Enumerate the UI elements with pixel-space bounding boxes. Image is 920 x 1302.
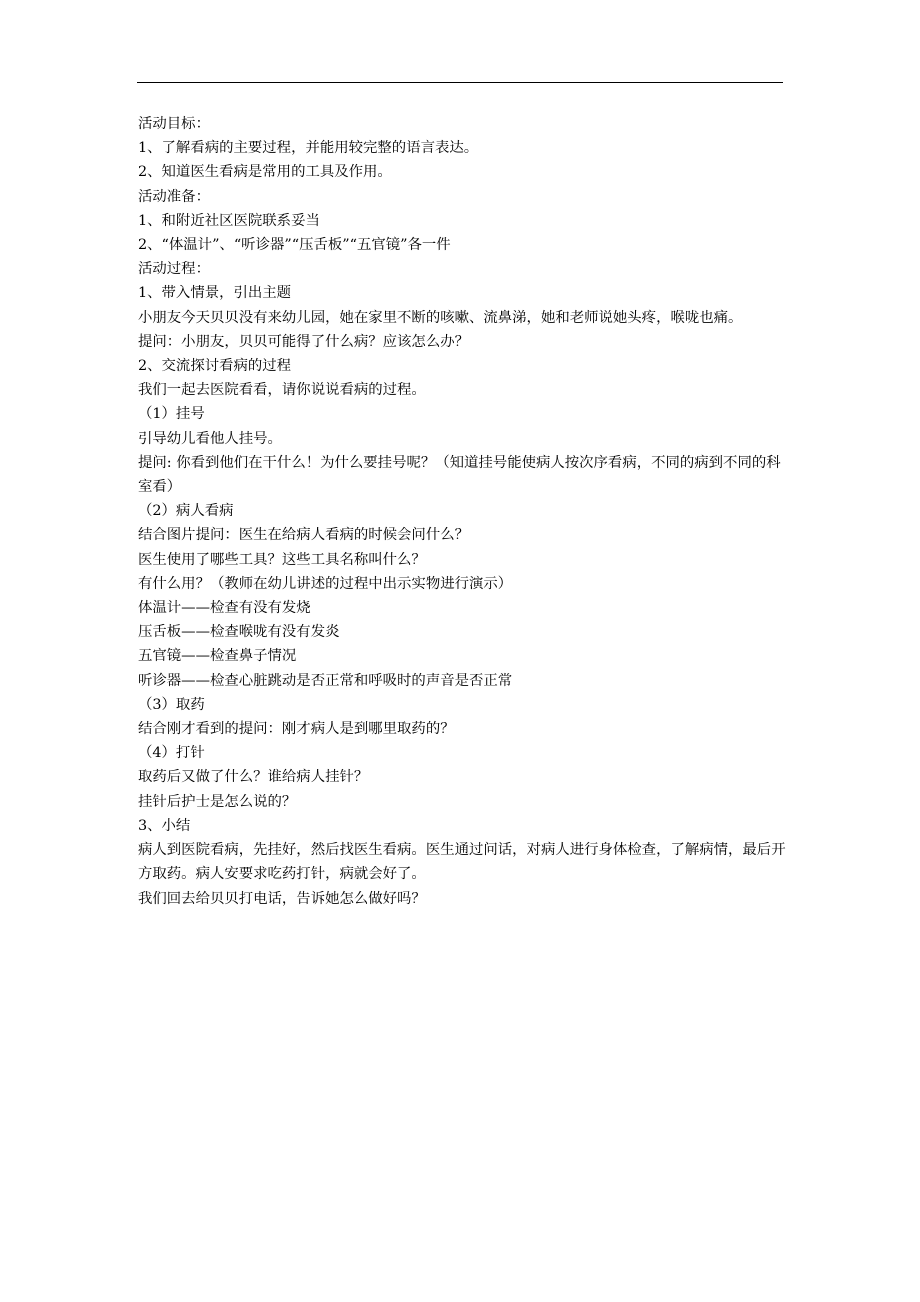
paragraph-injection-question: 取药后又做了什么？谁给病人挂针？ [138,769,369,786]
tool-thermometer: 体温计——检查有没有发烧 [138,600,311,617]
preparation-item-1: 1、和附近社区医院联系妥当 [138,212,320,229]
header-rule [137,82,783,83]
process-step-1-heading: 1、带入情景，引出主题 [138,285,292,302]
document-body [138,112,788,911]
goal-item-1: 1、了解看病的主要过程，并能用较完整的语言表达。 [138,140,479,157]
section-heading-process: 活动过程： [138,261,210,278]
paragraph-closing: 我们回去给贝贝打电话，告诉她怎么做好吗？ [138,890,426,907]
tool-tongue-depressor: 压舌板——检查喉咙有没有发炎 [138,624,340,641]
process-step-3-heading: 3、小结 [138,817,191,834]
paragraph-tools-demo: 有什么用？（教师在幼儿讲述的过程中出示实物进行演示） [138,575,513,592]
paragraph-nurse-question: 挂针后护士是怎么说的？ [138,793,297,810]
substep-consultation: （2）病人看病 [138,503,234,520]
goal-item-2: 2、知道医生看病是常用的工具及作用。 [138,164,392,181]
paragraph-registration-guide: 引导幼儿看他人挂号。 [138,430,282,447]
paragraph-scenario: 小朋友今天贝贝没有来幼儿园，她在家里不断的咳嗽、流鼻涕，她和老师说她头疼，喉咙也痛。 [138,309,743,326]
paragraph-consultation-question: 结合图片提问：医生在给病人看病的时候会问什么？ [138,527,469,544]
paragraph-pharmacy-question: 结合刚才看到的提问：刚才病人是到哪里取药的？ [138,721,455,738]
paragraph-registration-question: 提问: 你看到他们在干什么！为什么要挂号呢？（知道挂号能使病人按次序看病，不同的病到不同的科室看） [138,454,781,496]
process-step-2-heading: 2、交流探讨看病的过程 [138,358,292,375]
substep-injection: （4）打针 [138,745,205,762]
substep-registration: （1）挂号 [138,406,205,423]
paragraph-visit-intro: 我们一起去医院看看，请你说说看病的过程。 [138,382,426,399]
tool-otoscope: 五官镜——检查鼻子情况 [138,648,297,665]
paragraph-tools-question: 医生使用了哪些工具？这些工具名称叫什么？ [138,551,426,568]
tool-stethoscope: 听诊器——检查心脏跳动是否正常和呼吸时的声音是否正常 [138,672,513,689]
section-heading-preparation: 活动准备： [138,188,210,205]
preparation-item-2: 2、“体温计”、“听诊器”“压舌板”“五官镜”各一件 [138,237,451,254]
section-heading-goals: 活动目标： [138,116,210,132]
paragraph-summary: 病人到医院看病，先挂好，然后找医生看病。医生通过问话，对病人进行身体检查，了解病情，最后开方取药。病人安要求吃药打针，病就会好了。 [138,842,786,883]
paragraph-question: 提问：小朋友，贝贝可能得了什么病？应该怎么办？ [138,333,469,350]
substep-pharmacy: （3）取药 [138,696,205,713]
